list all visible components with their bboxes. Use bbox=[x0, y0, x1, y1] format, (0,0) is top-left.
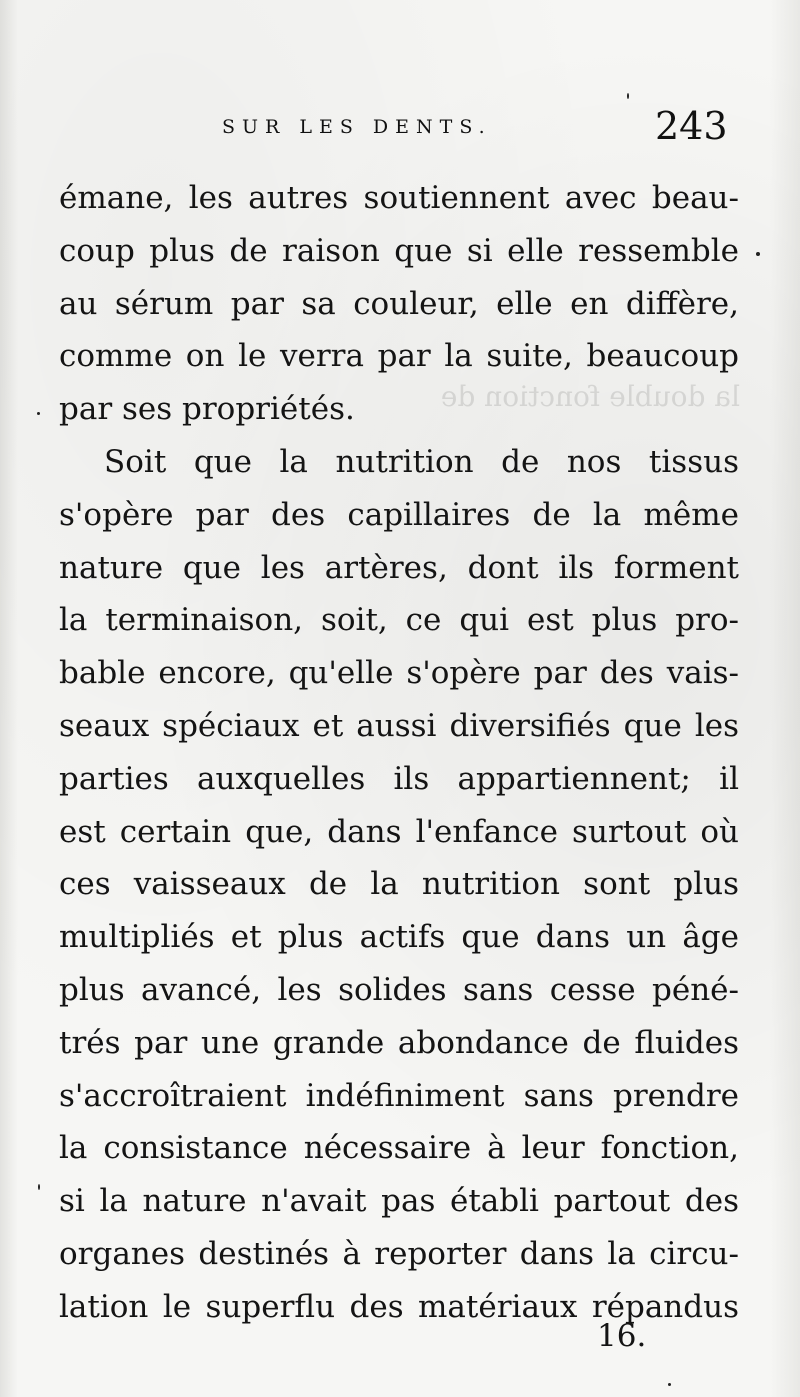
text-line: trés par une grande abondance de fluides bbox=[59, 1024, 739, 1061]
text-line: seaux spéciaux et aussi diversifiés que les bbox=[59, 707, 739, 744]
ink-speck bbox=[627, 93, 629, 99]
paragraph-first-line: Soit que la nutrition de nos tissus bbox=[104, 443, 739, 480]
text-line: au sérum par sa couleur, elle en diffère, bbox=[59, 285, 739, 322]
text-line: organes destinés à reporter dans la circu- bbox=[59, 1235, 739, 1272]
text-line: nature que les artères, dont ils forment bbox=[59, 549, 739, 586]
text-line: coup plus de raison que si elle ressemble bbox=[59, 232, 739, 269]
text-line: par ses propriétés. bbox=[59, 391, 355, 428]
text-line: émane, les autres soutiennent avec beau- bbox=[59, 180, 739, 216]
text-line: s'opère par des capillaires de la même bbox=[59, 496, 739, 533]
text-line: multipliés et plus actifs que dans un âge bbox=[59, 919, 739, 956]
signature-mark: 16. bbox=[597, 1318, 647, 1354]
text-line: ces vaisseaux de la nutrition sont plus bbox=[59, 866, 739, 903]
page-header bbox=[0, 104, 800, 162]
ink-speck bbox=[668, 1383, 671, 1386]
text-line: parties auxquelles ils appartiennent; il bbox=[59, 760, 739, 797]
show-through-text: la double fonction de bbox=[440, 380, 740, 413]
text-line: comme on le verra par la suite, beaucoup bbox=[59, 338, 739, 375]
text-line: plus avancé, les solides sans cesse péné- bbox=[59, 971, 739, 1008]
text-line: la consistance nécessaire à leur fonction, bbox=[59, 1130, 739, 1167]
text-line: bable encore, qu'elle s'opère par des vais- bbox=[59, 655, 739, 692]
running-head: SUR LES DENTS. bbox=[222, 116, 492, 138]
ink-speck bbox=[37, 412, 40, 415]
page-number: 243 bbox=[655, 104, 728, 148]
text-line: s'accroîtraient indéfiniment sans prendre bbox=[59, 1077, 739, 1114]
body-text bbox=[59, 172, 739, 1334]
ink-speck bbox=[38, 1184, 40, 1190]
text-line: la terminaison, soit, ce qui est plus pro- bbox=[59, 602, 739, 639]
text-line: lation le superflu des matériaux répandus bbox=[59, 1288, 739, 1325]
text-line: si la nature n'avait pas établi partout des bbox=[59, 1183, 739, 1220]
text-line: est certain que, dans l'enfance surtout où bbox=[59, 813, 739, 850]
ink-speck bbox=[756, 252, 760, 256]
